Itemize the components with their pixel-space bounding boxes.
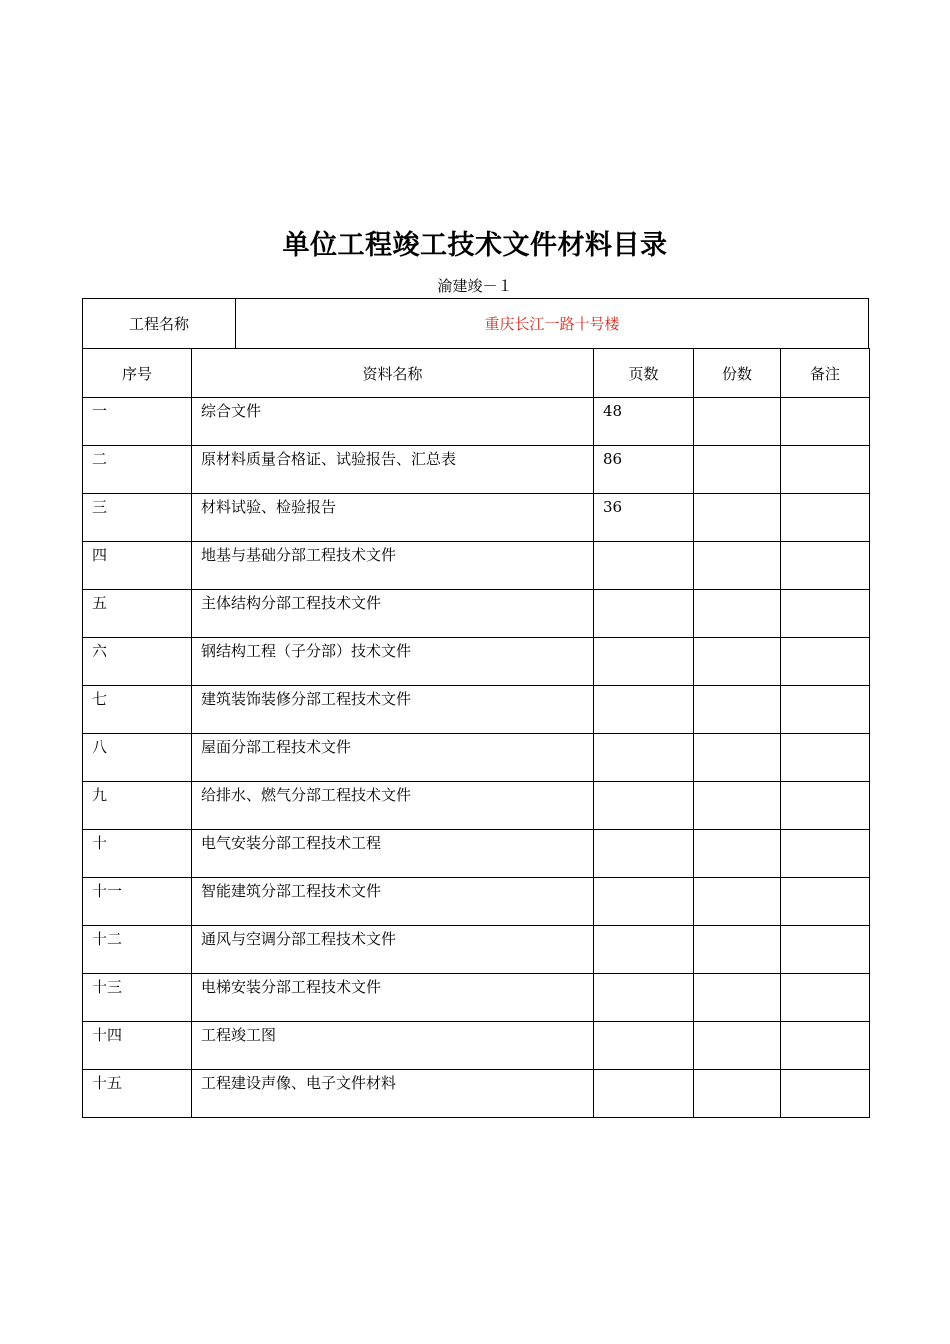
row-copies [694,686,781,734]
row-name: 地基与基础分部工程技术文件 [192,542,594,590]
row-copies [694,1022,781,1070]
row-seq: 十一 [83,878,192,926]
table-row [83,590,870,638]
project-info-table [82,298,869,349]
row-seq: 十四 [83,1022,192,1070]
catalog-header-row [83,349,870,398]
row-name: 智能建筑分部工程技术文件 [192,878,594,926]
row-pages [594,590,694,638]
header-name: 资料名称 [192,349,594,398]
row-notes [781,878,870,926]
row-notes [781,830,870,878]
row-seq: 五 [83,590,192,638]
row-notes [781,638,870,686]
row-notes [781,926,870,974]
row-name: 建筑装饰装修分部工程技术文件 [192,686,594,734]
row-copies [694,494,781,542]
table-row [83,926,870,974]
row-pages: 86 [594,446,694,494]
row-name: 电气安装分部工程技术工程 [192,830,594,878]
row-pages: 48 [594,398,694,446]
row-pages [594,926,694,974]
header-pages: 页数 [594,349,694,398]
row-seq: 四 [83,542,192,590]
row-notes [781,542,870,590]
row-pages [594,878,694,926]
row-seq: 十 [83,830,192,878]
row-copies [694,926,781,974]
row-notes [781,398,870,446]
row-copies [694,830,781,878]
row-copies [694,878,781,926]
header-seq: 序号 [83,349,192,398]
row-notes [781,590,870,638]
table-row [83,1070,870,1118]
row-notes [781,686,870,734]
row-name: 工程竣工图 [192,1022,594,1070]
catalog-table [82,348,870,1118]
table-row [83,830,870,878]
row-notes [781,734,870,782]
header-copies: 份数 [694,349,781,398]
row-seq: 十五 [83,1070,192,1118]
row-pages [594,782,694,830]
row-copies [694,1070,781,1118]
row-copies [694,542,781,590]
row-pages [594,1070,694,1118]
row-pages [594,1022,694,1070]
row-name: 电梯安装分部工程技术文件 [192,974,594,1022]
table-row [83,398,870,446]
row-copies [694,734,781,782]
row-pages [594,734,694,782]
row-copies [694,974,781,1022]
document-code: 渝建竣－１ [437,277,513,295]
row-name: 钢结构工程（子分部）技术文件 [192,638,594,686]
table-row [83,446,870,494]
row-name: 材料试验、检验报告 [192,494,594,542]
table-row [83,686,870,734]
table-row [83,974,870,1022]
table-row [83,734,870,782]
row-pages [594,974,694,1022]
row-name: 给排水、燃气分部工程技术文件 [192,782,594,830]
table-row [83,542,870,590]
row-name: 原材料质量合格证、试验报告、汇总表 [192,446,594,494]
row-notes [781,494,870,542]
table-row [83,782,870,830]
project-label: 工程名称 [83,299,236,349]
row-pages [594,686,694,734]
row-seq: 一 [83,398,192,446]
row-seq: 十三 [83,974,192,1022]
row-seq: 八 [83,734,192,782]
document-title: 单位工程竣工技术文件材料目录 [282,230,668,261]
table-row [83,494,870,542]
row-seq: 七 [83,686,192,734]
row-seq: 九 [83,782,192,830]
row-notes [781,974,870,1022]
row-pages [594,638,694,686]
project-value: 重庆长江一路十号楼 [236,299,869,349]
header-notes: 备注 [781,349,870,398]
table-row [83,1022,870,1070]
row-seq: 六 [83,638,192,686]
row-seq: 二 [83,446,192,494]
row-copies [694,638,781,686]
row-name: 主体结构分部工程技术文件 [192,590,594,638]
table-row [83,638,870,686]
row-name: 综合文件 [192,398,594,446]
row-notes [781,1070,870,1118]
row-pages [594,542,694,590]
row-name: 通风与空调分部工程技术文件 [192,926,594,974]
row-copies [694,590,781,638]
row-name: 屋面分部工程技术文件 [192,734,594,782]
row-seq: 三 [83,494,192,542]
row-copies [694,782,781,830]
project-row [83,299,869,349]
row-notes [781,782,870,830]
row-pages [594,830,694,878]
row-name: 工程建设声像、电子文件材料 [192,1070,594,1118]
row-copies [694,446,781,494]
row-notes [781,1022,870,1070]
row-copies [694,398,781,446]
row-seq: 十二 [83,926,192,974]
row-pages: 36 [594,494,694,542]
row-notes [781,446,870,494]
table-row [83,878,870,926]
